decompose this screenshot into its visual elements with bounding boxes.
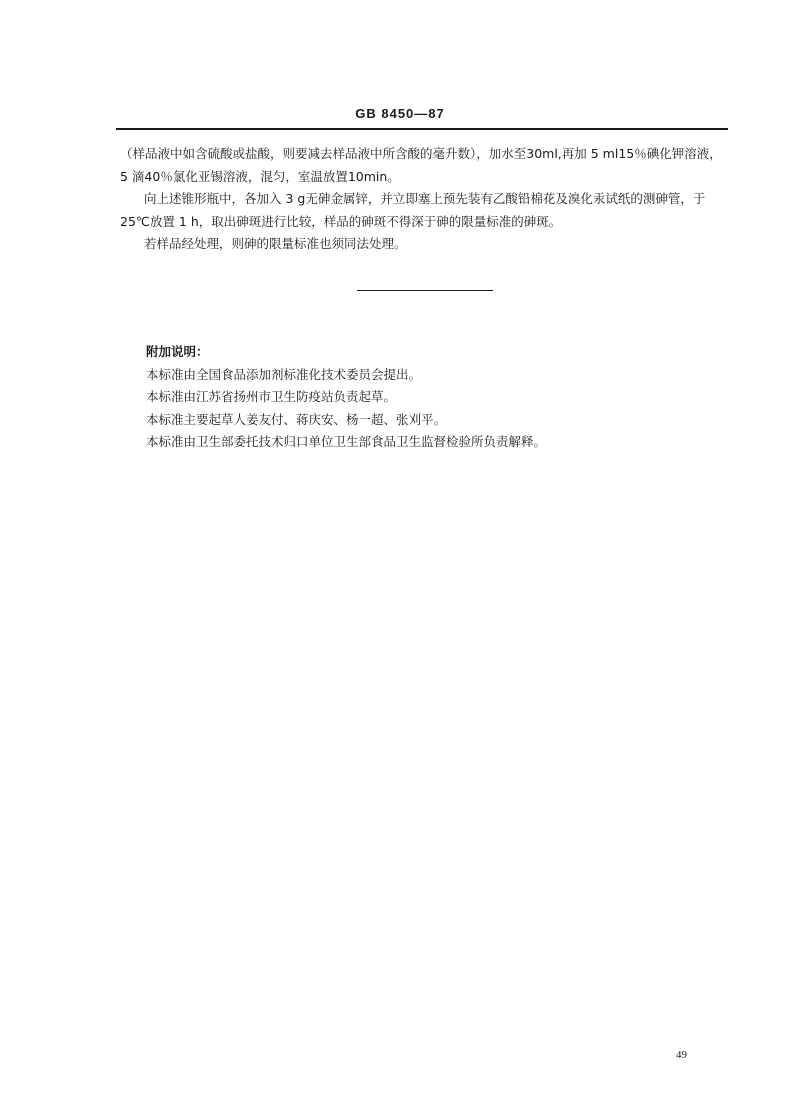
note-line: 本标准由江苏省扬州市卫生防疫站负责起草。 <box>146 389 397 404</box>
paragraph-treatment-note: 若样品经处理，则砷的限量标准也须同法处理。 <box>144 236 407 251</box>
body-text <box>120 143 730 256</box>
note-line: 本标准由卫生部委托技术归口单位卫生部食品卫生监督检验所负责解释。 <box>146 434 547 449</box>
header-divider <box>116 128 728 130</box>
note-line: 本标准由全国食品添加剂标准化技术委员会提出。 <box>146 366 422 382</box>
notes-heading: 附加说明： <box>146 344 209 359</box>
page-number: 49 <box>676 1049 687 1061</box>
additional-notes <box>146 341 706 454</box>
note-line: 本标准主要起草人姜友付、蒋庆安、杨一超、张刈平。 <box>146 411 447 427</box>
paragraph-procedure: 向上述锥形瓶中，各加入 3 g无砷金属锌，并立即塞上预先装有乙酸铅棉花及溴化汞试纸的测砷管，于25℃放置 1 h，取出砷斑进行比较，样品的砷斑不得深于砷的限量标准的砷斑。 <box>120 191 706 229</box>
paragraph-continued: （样品液中如含硫酸或盐酸，则要减去样品液中所含酸的毫升数），加水至30ml,再加 5 ml15％碘化钾溶液， 5 滴40％氯化亚锡溶液，混匀，室温放置10min。 <box>120 146 722 184</box>
section-divider <box>357 290 493 291</box>
standard-code-header: GB 8450—87 <box>355 106 445 121</box>
